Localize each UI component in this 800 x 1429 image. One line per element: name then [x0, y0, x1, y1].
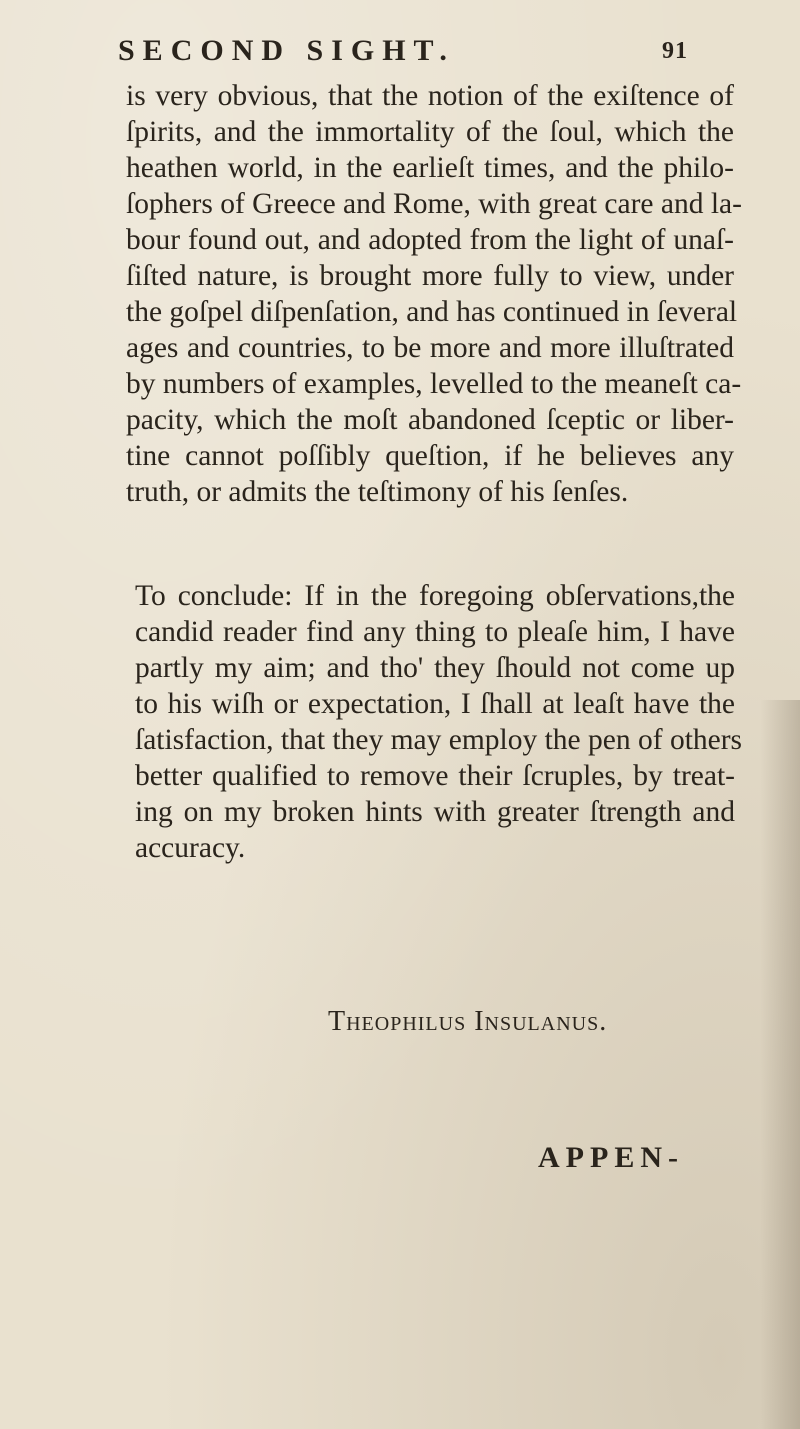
- text-line: ages and countries, to be more and more illuſtrated: [126, 332, 734, 364]
- text-line: To conclude: If in the foregoing obſervations,the: [135, 580, 735, 612]
- text-line: ſophers of Greece and Rome, with great care and la-: [126, 188, 742, 220]
- text-line: bour found out, and adopted from the light of unaſ-: [126, 224, 734, 256]
- text-line: ſpirits, and the immortality of the ſoul, which the: [126, 116, 734, 148]
- text-line: ing on my broken hints with greater ſtrength and: [135, 796, 735, 828]
- text-line: is very obvious, that the notion of the exiſtence of: [126, 80, 734, 112]
- catchword: APPEN-: [538, 1141, 684, 1174]
- text-line: accuracy.: [135, 832, 246, 864]
- author-signature: Theophilus Insulanus.: [328, 1006, 608, 1037]
- paragraph-1: [126, 78, 742, 510]
- text-line: heathen world, in the earlieſt times, and the philo-: [126, 152, 734, 184]
- page-edge-shadow: [760, 700, 800, 1429]
- text-line: candid reader find any thing to pleaſe him, I have: [135, 616, 735, 648]
- text-line: to his wiſh or expectation, I ſhall at leaſt have the: [135, 688, 735, 720]
- paragraph-2: [135, 578, 743, 866]
- running-title: SECOND SIGHT.: [118, 34, 455, 67]
- text-line: ſatisfaction, that they may employ the pen of others: [135, 724, 743, 756]
- page-number: 91: [662, 38, 688, 64]
- running-header: [118, 34, 688, 70]
- text-line: by numbers of examples, levelled to the meaneſt ca-: [126, 368, 742, 400]
- text-line: ſiſted nature, is brought more fully to view, under: [126, 260, 734, 292]
- text-line: better qualified to remove their ſcruples, by treat-: [135, 760, 735, 792]
- text-line: partly my aim; and tho' they ſhould not come up: [135, 652, 735, 684]
- text-line: the goſpel diſpenſation, and has continued in ſeveral: [126, 296, 738, 328]
- text-line: truth, or admits the teſtimony of his ſenſes.: [126, 476, 629, 508]
- text-line: pacity, which the moſt abandoned ſceptic or liber-: [126, 404, 734, 436]
- text-line: tine cannot poſſibly queſtion, if he believes any: [126, 440, 734, 472]
